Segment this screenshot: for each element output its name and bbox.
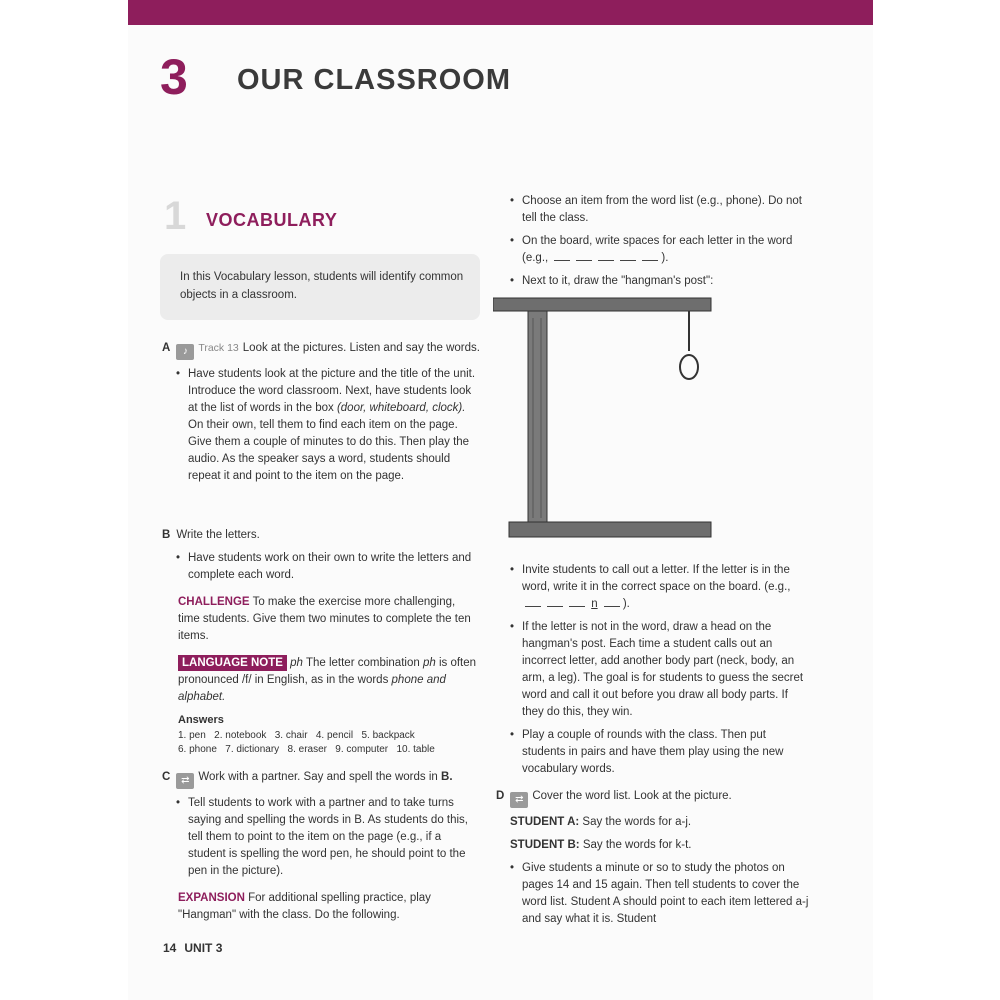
intro-text: In this Vocabulary lesson, students will identify common objects in a classroom.	[180, 271, 464, 301]
note-text: is often pronounced /f/ in English, as in the words	[178, 657, 477, 686]
right-column-bottom	[510, 562, 810, 778]
bold-ref: B.	[441, 771, 453, 783]
unit-title: OUR CLASSROOM	[237, 64, 511, 96]
pair-work-icon: ⇄	[176, 773, 194, 789]
note-italic: phone and alphabet.	[178, 674, 446, 703]
page-footer	[163, 941, 230, 955]
student-b-text: Say the words for k-t.	[582, 839, 692, 851]
hangman-post-illustration	[493, 293, 713, 545]
section-title: VOCABULARY	[206, 210, 338, 230]
list-item	[510, 233, 810, 267]
exercise-b	[162, 527, 480, 757]
unit-number: 3	[160, 49, 188, 105]
answers-line: 6. phone 7. dictionary 8. eraser 9. computer 10. table	[178, 744, 435, 755]
list-item	[510, 193, 810, 227]
exercise-letter: A	[162, 342, 171, 354]
bullet-italic: (door, whiteboard, clock).	[336, 402, 466, 414]
bullet-text: Invite students to call out a letter. If the letter is in the word, write it in the correct space on the board. (e.g.,	[522, 564, 791, 593]
exercise-instruction: Write the letters.	[176, 529, 260, 541]
top-color-bar	[128, 0, 873, 25]
student-a-text: Say the words for a-j.	[582, 816, 692, 828]
student-b-label: STUDENT B:	[510, 839, 580, 851]
language-note-badge: LANGUAGE NOTE	[178, 655, 287, 671]
bullet-text: ).	[661, 252, 669, 264]
bullet-text: ).	[622, 598, 630, 610]
guessed-letter: n	[591, 598, 598, 610]
exercise-d	[496, 788, 810, 928]
list-item: • Next to it, draw the "hangman's post":	[510, 273, 810, 290]
bullet-text: Have students look at the picture and the title of the unit. Introduce the word classroom. Next, have students look at the list of words in the box	[188, 368, 476, 414]
list-item: • Have students work on their own to write the letters and complete each word.	[176, 550, 480, 584]
list-item: • Play a couple of rounds with the class. Then put students in pairs and have them play using the new vocabulary words.	[510, 727, 810, 778]
answers-title: Answers	[178, 714, 224, 726]
exercise-letter: D	[496, 790, 505, 802]
expansion-text: For additional spelling practice, play "Hangman" with the class. Do the following.	[178, 892, 431, 921]
section-number: 1	[164, 194, 187, 238]
pair-work-icon: ⇄	[510, 792, 528, 808]
bullet-text: Choose an item from the word list (e.g., phone). Do not tell the class.	[522, 195, 802, 224]
right-column-top	[510, 193, 810, 290]
challenge-text: To make the exercise more challenging, time students. Give them two minutes to complete the ten items.	[178, 596, 471, 642]
audio-icon: ♪	[176, 344, 194, 360]
note-text: The letter combination	[305, 657, 420, 669]
exercise-instruction: Work with a partner. Say and spell the words in	[198, 771, 438, 783]
list-item: • Give students a minute or so to study the photos on pages 14 and 15 again. Then tell students to cover the word list. Student A should point to each item lettered a-j and say what it is. Student	[510, 860, 810, 928]
note-italic: ph	[290, 657, 303, 669]
student-a-line	[510, 814, 810, 831]
list-item	[176, 366, 480, 485]
list-item	[510, 562, 810, 613]
expansion-label: EXPANSION	[178, 892, 245, 904]
page-number: 14	[163, 941, 177, 955]
exercise-instruction: Cover the word list. Look at the picture.	[532, 790, 732, 802]
track-label: Track 13	[198, 342, 239, 354]
intro-box	[160, 254, 480, 320]
challenge-note	[178, 594, 480, 645]
exercise-letter: B	[162, 529, 171, 541]
exercise-a	[162, 340, 480, 485]
list-item: • If the letter is not in the word, draw a head on the hangman's post. Each time a student calls out an incorrect letter, add another body part (neck, body, an arm, a leg). The goal is for students to guess the secret word and call it out before you draw all body parts. If they do this, they win.	[510, 619, 810, 721]
list-item: • Tell students to work with a partner and to take turns saying and spelling the words in B. As students do this, tell them to point to the item on the page (e.g., if a student is spelling the word pen, he should point to the pen in the picture).	[176, 795, 480, 880]
language-note	[178, 655, 480, 706]
student-b-line	[510, 837, 810, 854]
expansion-note	[178, 890, 480, 924]
note-italic: ph	[422, 657, 436, 669]
exercise-instruction: Look at the pictures. Listen and say the words.	[242, 342, 480, 354]
bullet-text: On their own, tell them to find each item on the page. Give them a couple of minutes to do this. Then play the audio. As the speaker says a word, students should repeat it and point to the item on the page.	[188, 419, 470, 482]
exercise-c	[162, 769, 480, 924]
exercise-letter: C	[162, 771, 171, 783]
challenge-label: CHALLENGE	[178, 596, 250, 608]
bullet-text: On the board, write spaces for each letter in the word (e.g.,	[522, 235, 793, 264]
footer-unit: UNIT 3	[184, 941, 223, 955]
answers-line: 1. pen 2. notebook 3. chair 4. pencil 5. backpack	[178, 730, 415, 741]
student-a-label: STUDENT A:	[510, 816, 580, 828]
